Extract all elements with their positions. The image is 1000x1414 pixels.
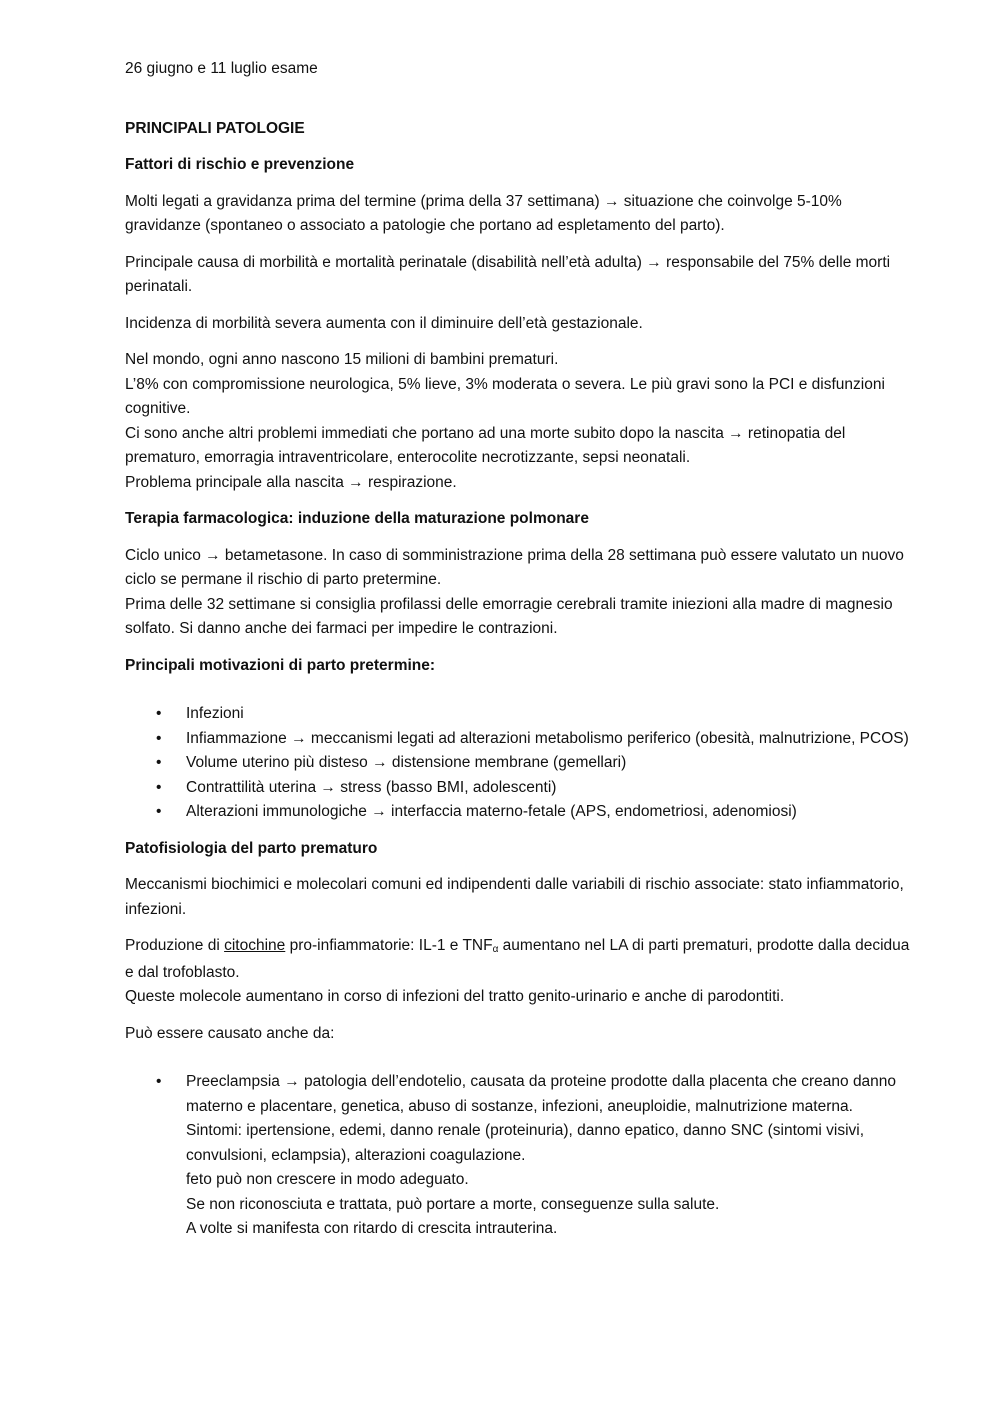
- date-line: 26 giugno e 11 luglio esame: [125, 60, 318, 77]
- text-fragment: aumentano nel LA di parti prematuri, prodotte dalla decidua e dal trofoblasto.: [125, 937, 910, 981]
- text-fragment: Produzione di: [125, 937, 225, 954]
- list-item: • Infiammazione → meccanismi legati ad alterazioni metabolismo periferico (obesità, malnutrizione, PCOS): [125, 727, 910, 752]
- text-line: Problema principale alla nascita → respirazione.: [125, 473, 457, 491]
- text-line: Se non riconosciuta e trattata, può portare a morte, conseguenze sulla salute.: [186, 1195, 720, 1213]
- underlined-term: citochine: [224, 937, 286, 954]
- paragraph-morbidity: Principale causa di morbilità e mortalità perinatale (disabilità nell’età adulta) → responsabile del 75% delle morti perinatali.: [125, 253, 891, 295]
- paragraph-preterm: Molti legati a gravidanza prima del termine (prima della 37 settimana) → situazione che coinvolge 5-10% gravidanze (spontaneo o associato a patologie che portano ad espletamento del parto).: [125, 192, 842, 234]
- text-line: Ci sono anche altri problemi immediati che portano ad una morte subito dopo la nascita → retinopatia del prematuro, emorragia intraventricolare, enterocolite necrotizzante, sepsi neonatali.: [125, 424, 846, 466]
- text-line: Nel mondo, ogni anno nascono 15 milioni di bambini prematuri.: [125, 351, 559, 368]
- section-heading-motivations: Principali motivazioni di parto pretermine:: [125, 656, 436, 674]
- alpha-subscript: α: [492, 944, 499, 955]
- text-line: Ciclo unico → betametasone. In caso di somministrazione prima della 28 settimana può essere valutato un nuovo ciclo se permane il rischio di parto pretermine.: [125, 546, 904, 588]
- text-line: A volte si manifesta con ritardo di crescita intrauterina.: [186, 1220, 558, 1237]
- list-item: • Volume uterino più disteso → distensione membrane (gemellari): [125, 751, 910, 776]
- section-heading-therapy: Terapia farmacologica: induzione della maturazione polmonare: [125, 510, 589, 527]
- paragraph-cytokines: [125, 934, 910, 1010]
- document-title: PRINCIPALI PATOLOGIE: [125, 119, 305, 137]
- list-item: • Alterazioni immunologiche → interfaccia materno-fetale (APS, endometriosi, adenomiosi): [125, 800, 910, 825]
- text-line: L’8% con compromissione neurologica, 5% lieve, 3% moderata o severa. Le più gravi sono la PCI e disfunzioni cognitive.: [125, 375, 885, 417]
- text-line: • Preeclampsia → patologia dell’endotelio, causata da proteine prodotte dalla placenta che creano danno materno e placentare, genetica, abuso di sostanze, infezioni, aneuploidie, malnutrizione materna.: [186, 1073, 897, 1115]
- paragraph-mechanisms: Meccanismi biochimici e molecolari comuni ed indipendenti dalle variabili di rischio associate: stato infiammatorio, infezioni.: [125, 876, 904, 918]
- list-item-preeclampsia: [125, 1070, 910, 1242]
- text-line: Sintomi: ipertensione, edemi, danno renale (proteinuria), danno epatico, danno SNC (sintomi visivi, convulsioni, eclampsia), alterazioni coagulazione.: [186, 1122, 865, 1164]
- paragraph-statistics: [125, 348, 910, 495]
- paragraph-causes-intro: Può essere causato anche da:: [125, 1024, 335, 1042]
- list-item: • Contrattilità uterina → stress (basso BMI, adolescenti): [125, 776, 910, 801]
- section-heading-pathophysiology: Patofisiologia del parto prematuro: [125, 839, 378, 857]
- text-line: feto può non crescere in modo adeguato.: [186, 1171, 469, 1188]
- motivations-list: [125, 702, 910, 825]
- list-item: • Infezioni: [125, 702, 910, 727]
- paragraph-incidence: Incidenza di morbilità severa aumenta con il diminuire dell’età gestazionale.: [125, 314, 643, 332]
- document-page: [125, 57, 910, 1254]
- section-heading-risk-factors: Fattori di rischio e prevenzione: [125, 156, 355, 173]
- text-line: Queste molecole aumentano in corso di infezioni del tratto genito-urinario e anche di parodontiti.: [125, 988, 785, 1005]
- text-fragment: pro-infiammatorie: IL-1 e TNF: [285, 937, 493, 954]
- text-line: Prima delle 32 settimane si consiglia profilassi delle emorragie cerebrali tramite iniezioni alla madre di magnesio solfato. Si danno anche dei farmaci per impedire le contrazioni.: [125, 595, 893, 637]
- causes-list: [125, 1070, 910, 1242]
- text-line: [125, 934, 910, 985]
- paragraph-therapy: [125, 544, 910, 642]
